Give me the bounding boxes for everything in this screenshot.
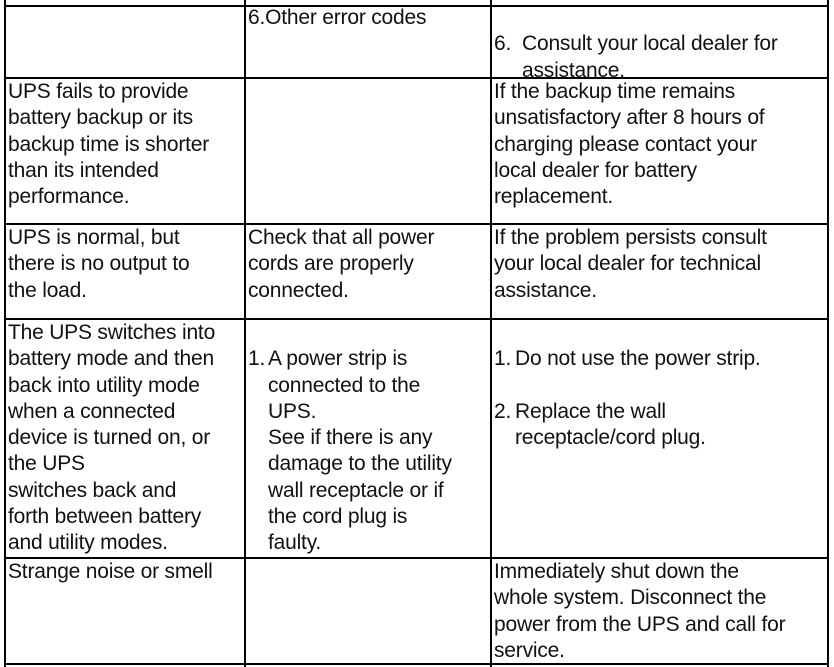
solution-item xyxy=(494,399,826,452)
item-number: 1. xyxy=(494,347,512,371)
item-number: 6. xyxy=(494,32,517,56)
problem-cell: UPS fails to provide battery backup or its backup time is shorter than its intended performance. xyxy=(8,80,210,209)
problem-cell: The UPS switches into battery mode and then back into utility mode when a connected device is turned on, or the UPS switches back and forth between battery and utility modes. xyxy=(8,321,216,555)
solution-cell: If the backup time remains unsatisfactory after 8 hours of charging please contact your local dealer for battery replacement. xyxy=(494,80,765,209)
cause-item xyxy=(248,346,488,556)
solution-cell: If the problem persists consult your local dealer for technical assistance. xyxy=(494,226,767,302)
item-text: Replace the wall receptacle/cord plug. xyxy=(515,399,706,450)
column-divider xyxy=(490,0,492,667)
item-text: Consult your local dealer for assistance. xyxy=(522,32,778,82)
item-number: 2. xyxy=(494,399,512,423)
column-divider xyxy=(244,0,246,667)
problem-cell: UPS is normal, but there is no output to the load. xyxy=(8,226,190,302)
cause-cell: Check that all power cords are properly connected. xyxy=(248,226,435,302)
solution-cell: Immediately shut down the whole system. Disconnect the power from the UPS and call for service. xyxy=(494,560,786,662)
solution-item xyxy=(494,31,826,84)
problem-cell: Strange noise or smell xyxy=(8,560,213,583)
item-text: Do not use the power strip. xyxy=(515,347,761,371)
solution-item xyxy=(494,346,826,372)
cause-cell: 6.Other error codes xyxy=(248,6,427,29)
column-divider xyxy=(827,0,829,667)
item-text: A power strip is connected to the UPS. See if there is any damage to the utility wall receptacle or if the cord plug is faulty. xyxy=(268,347,452,555)
column-divider xyxy=(4,0,6,667)
cause-cell xyxy=(248,320,488,583)
solution-cell xyxy=(494,320,826,478)
item-number: 1. xyxy=(248,347,277,371)
